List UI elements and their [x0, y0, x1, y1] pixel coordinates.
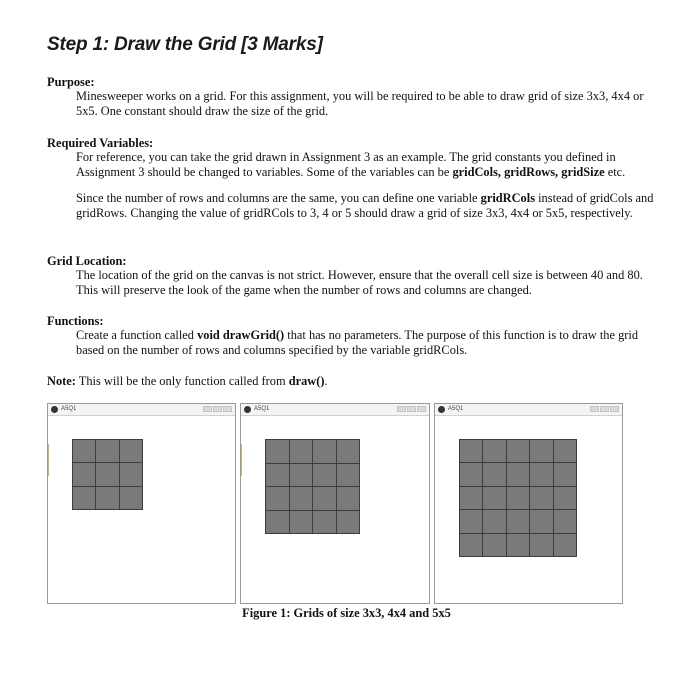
grid-cell — [554, 510, 576, 532]
grid-cell — [313, 487, 336, 510]
grid-cell — [507, 463, 529, 485]
grid-4x4 — [265, 439, 360, 534]
window-controls — [203, 406, 232, 412]
note-label: Note: — [47, 374, 76, 388]
window-edge — [48, 444, 49, 476]
grid-cell — [483, 440, 505, 462]
close-icon[interactable] — [417, 406, 426, 412]
grid-cell — [96, 440, 118, 462]
functions-text — [76, 328, 662, 358]
grid-cell — [120, 463, 142, 485]
maximize-icon[interactable] — [213, 406, 222, 412]
grid-3x3 — [72, 439, 143, 510]
text-run: etc. — [604, 165, 626, 179]
window-title: A5Q1 — [254, 406, 270, 412]
grid-cell — [266, 487, 289, 510]
grid-cell — [313, 464, 336, 487]
grid-cell — [337, 511, 360, 534]
purpose-text: Minesweeper works on a grid. For this assignment, you will be required to be able to draw grid of size 3x3, 4x4 or 5x5. One constant should draw the size of the grid. — [76, 89, 644, 118]
grid-cell — [460, 510, 482, 532]
grid-cell — [554, 440, 576, 462]
required-variables-heading: Required Variables: — [47, 136, 154, 150]
note-line — [47, 374, 328, 389]
grid-cell — [73, 487, 95, 509]
page-title: Step 1: Draw the Grid [3 Marks] — [47, 34, 323, 55]
separator: , — [555, 165, 562, 179]
app-icon — [51, 406, 58, 413]
grid-cell — [73, 440, 95, 462]
window-title: A5Q1 — [61, 406, 77, 412]
grid-cell — [530, 534, 552, 556]
grid-cell — [120, 487, 142, 509]
window-titlebar[interactable] — [48, 404, 235, 416]
functions-section — [47, 314, 662, 358]
grid-cell — [530, 440, 552, 462]
grid-cell — [483, 487, 505, 509]
grid-cell — [337, 440, 360, 463]
grid-cell — [460, 463, 482, 485]
required-variables-section — [47, 136, 662, 221]
note-text: This will be the only function called from — [75, 374, 289, 388]
grid-cell — [266, 464, 289, 487]
text-run: For reference, you can take the grid drawn in Assignment 3 as an example. The grid constants you defined in Assignment 3 should be changed to variables. Some of the variables can be — [76, 150, 616, 179]
app-icon — [438, 406, 445, 413]
functions-heading: Functions: — [47, 314, 104, 328]
grid-cell — [313, 511, 336, 534]
grid-cell — [483, 534, 505, 556]
note-function: draw() — [288, 374, 325, 388]
grid-cell — [96, 463, 118, 485]
window-titlebar[interactable] — [435, 404, 622, 416]
grid-cell — [483, 510, 505, 532]
grid-cell — [507, 510, 529, 532]
app-icon — [244, 406, 251, 413]
window-controls — [397, 406, 426, 412]
grid-cell — [290, 511, 313, 534]
grid-cell — [120, 440, 142, 462]
text-run: Since the number of rows and columns are the same, you can define one variable — [76, 191, 481, 205]
minimize-icon[interactable] — [590, 406, 599, 412]
separator: , — [497, 165, 505, 179]
close-icon[interactable] — [223, 406, 232, 412]
grid-cell — [337, 487, 360, 510]
window-controls — [590, 406, 619, 412]
note-end: . — [324, 374, 328, 388]
grid-cell — [530, 463, 552, 485]
purpose-heading: Purpose: — [47, 75, 95, 89]
required-variables-text-2 — [76, 191, 662, 221]
text-run: that has no parameters. The purpose of this function is to draw the grid based on the number of rows and columns specified by the variable gridRCols. — [76, 328, 639, 357]
figure-caption: Figure 1: Grids of size 3x3, 4x4 and 5x5 — [242, 606, 451, 620]
grid-location-heading: Grid Location: — [47, 254, 127, 268]
variable-gridrcols: gridRCols — [480, 191, 536, 205]
grid-cell — [313, 440, 336, 463]
grid-cell — [290, 464, 313, 487]
function-name: void drawGrid() — [197, 328, 285, 342]
text-run: instead of gridCols and gridRows. Changing the value of gridRCols to 3, 4 or 5 should draw a grid of size 3x3, 4x4 or 5x5, respectively. — [76, 191, 654, 220]
grid-cell — [554, 463, 576, 485]
text-run: Create a function called — [76, 328, 198, 342]
grid-cell — [266, 440, 289, 463]
grid-cell — [73, 463, 95, 485]
grid-cell — [530, 510, 552, 532]
variable-gridsize: gridSize — [561, 165, 605, 179]
window-title: A5Q1 — [448, 406, 464, 412]
window-titlebar[interactable] — [241, 404, 429, 416]
grid-cell — [460, 534, 482, 556]
grid-location-text: The location of the grid on the canvas is not strict. However, ensure that the overall cell size is between 40 and 80. This will preserve the look of the game when the number of rows and columns are changed. — [76, 268, 643, 297]
minimize-icon[interactable] — [203, 406, 212, 412]
grid-cell — [483, 463, 505, 485]
close-icon[interactable] — [610, 406, 619, 412]
grid-cell — [290, 487, 313, 510]
grid-cell — [507, 440, 529, 462]
grid-cell — [554, 534, 576, 556]
grid-cell — [266, 511, 289, 534]
sketch-window-3x3 — [47, 403, 236, 604]
maximize-icon[interactable] — [407, 406, 416, 412]
grid-cell — [460, 440, 482, 462]
grid-cell — [507, 534, 529, 556]
grid-5x5 — [459, 439, 577, 557]
grid-cell — [507, 487, 529, 509]
maximize-icon[interactable] — [600, 406, 609, 412]
grid-cell — [290, 440, 313, 463]
grid-location-section — [47, 254, 662, 298]
sketch-window-5x5 — [434, 403, 623, 604]
variable-gridcols: gridCols — [452, 165, 498, 179]
grid-cell — [530, 487, 552, 509]
grid-cell — [337, 464, 360, 487]
window-edge — [241, 444, 242, 476]
required-variables-text-1 — [76, 150, 662, 180]
purpose-section — [47, 75, 662, 119]
grid-cell — [554, 487, 576, 509]
minimize-icon[interactable] — [397, 406, 406, 412]
variable-gridrows: gridRows — [504, 165, 556, 179]
sketch-window-4x4 — [240, 403, 430, 604]
grid-cell — [96, 487, 118, 509]
grid-cell — [460, 487, 482, 509]
